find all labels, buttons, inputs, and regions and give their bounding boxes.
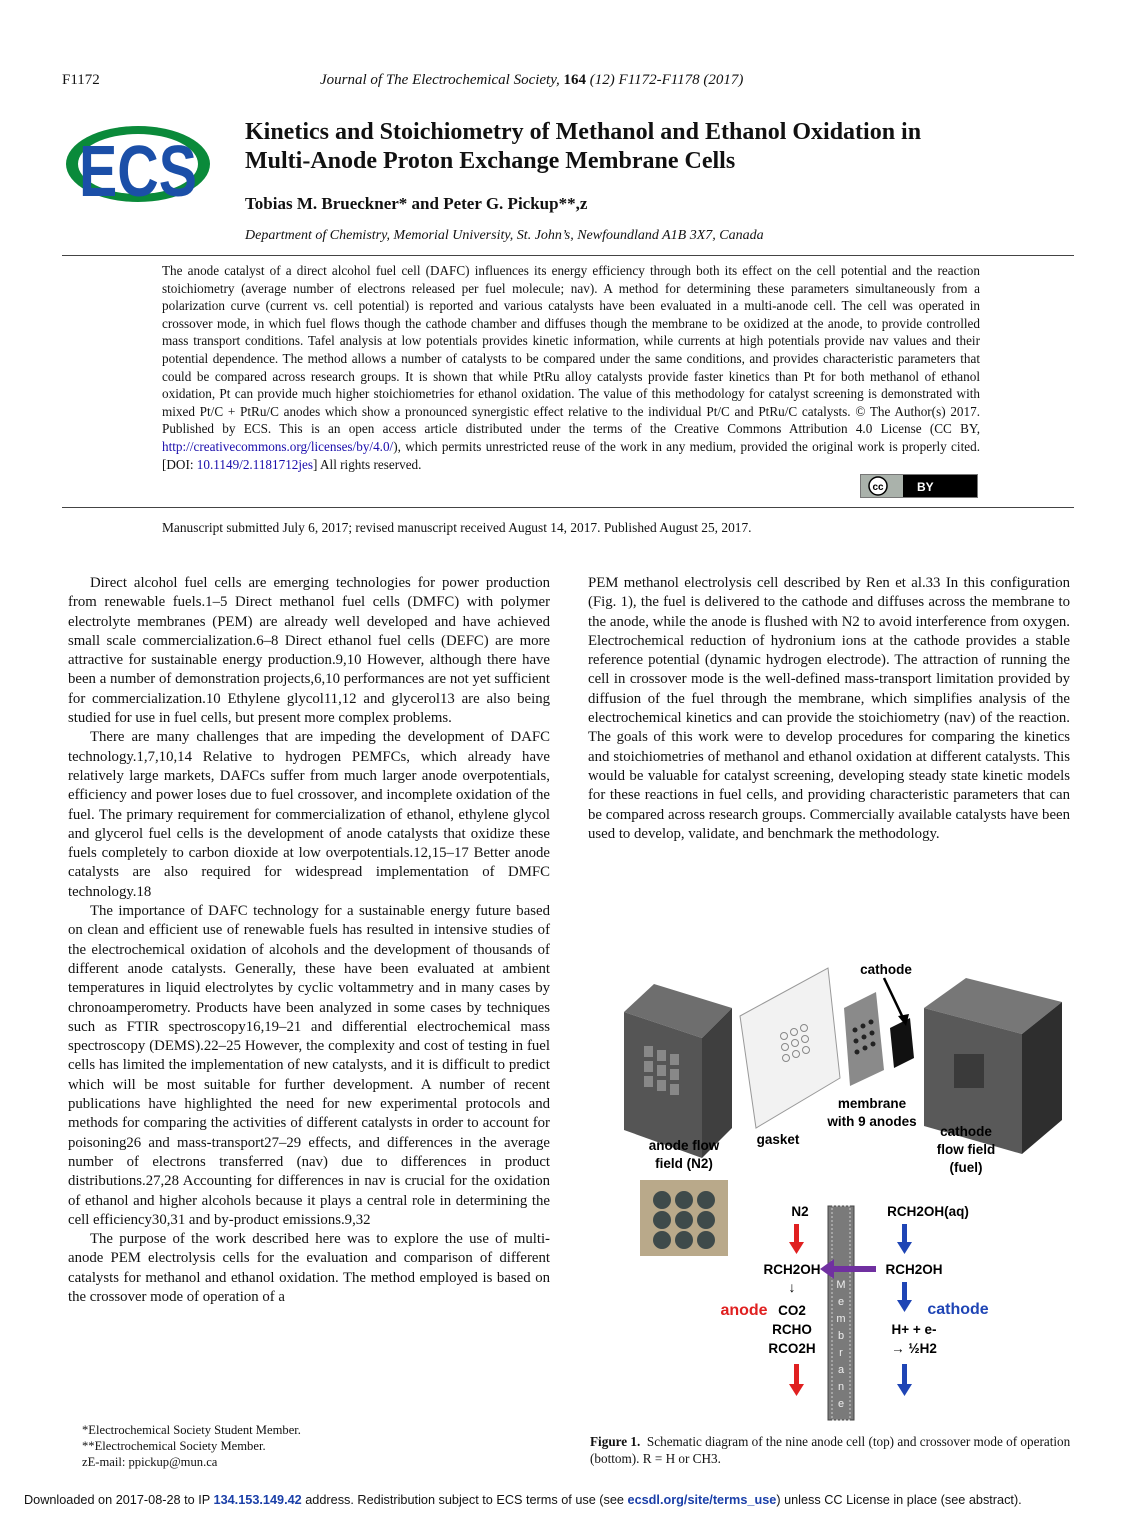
paragraph: The importance of DAFC technology for a sustainable energy future based on clean and efficient use of renewable fuels has resulted in intensive studies of the electrochemical oxidation of alcohols and the development of thousands of different anode catalysts. Generally, these have been evaluated at ambient temperatures in liquid electrolytes by cyclic voltammetry and in many cases by chronoamperometry. Products have been analyzed in some cases by techniques such as FTIR spectroscopy16,19–21 and differential electrochemical mass spectroscopy (DEMS).22–25 However, the complexity and cost of testing in fuel cells has limited the implementation of new catalysts, and it is difficult to predict which will be most suitable for further development. A number of recent publications have highlighted the need for new experimental protocols and methods for comparing the activities of different catalysts in order to account for poisoning26 and mass-transport27–29 effects, and differences in the average number of electrons transferred (nav) due to differences in product distributions.27,28 Accounting for differences in nav is crucial for the oxidation of ethanol and higher alcohols because it plays a central role in determining the cell efficiency30,31 and by-product emissions.9,32 xyxy=(68,903,550,1228)
caption-text: Schematic diagram of the nine anode cell (top) and crossover mode of operation (bottom). R = H or CH3. xyxy=(590,1434,1071,1466)
footnote: zE-mail: ppickup@mun.ca xyxy=(82,1455,218,1469)
label-cathode-ff-3: (fuel) xyxy=(949,1160,983,1175)
abstract-copyright: © The Author(s) 2017. Published by ECS. This is an open access article distributed under the terms of the Creative Commons Attribution 4.0 License (CC BY, xyxy=(162,403,980,437)
label-co2: CO2 xyxy=(778,1303,806,1318)
label-anode-flow: anode flow xyxy=(648,1138,720,1153)
caption-label: Figure 1. xyxy=(590,1434,641,1449)
journal-volume: 164 xyxy=(563,72,587,88)
ecs-logo xyxy=(64,114,212,214)
label-cathode-ff-2: flow field xyxy=(936,1142,996,1157)
page-number: F1172 xyxy=(62,72,100,88)
affiliation: Department of Chemistry, Memorial University, St. John’s, Newfoundland A1B 3X7, Canada xyxy=(245,228,764,243)
svg-text:cc: cc xyxy=(872,482,884,493)
label-h-e: H+ + e- xyxy=(891,1322,937,1337)
label-cathode: cathode xyxy=(860,962,912,977)
figure-1-graphic xyxy=(614,958,1074,1428)
membrane-letter: m xyxy=(836,1313,846,1325)
title-line-1: Kinetics and Stoichiometry of Methanol and Ethanol Oxidation in xyxy=(245,119,922,145)
label-cathode-ff: cathode xyxy=(940,1124,992,1139)
membrane-letter: b xyxy=(837,1330,845,1342)
paragraph: PEM methanol electrolysis cell described by Ren et al.33 In this configuration (Fig. 1), the fuel is delivered to the cathode and diffuses across the membrane to the anode, while the anode is flushed with N2 to avoid interference from oxygen. Electrochemical reduction of hydronium ions at the cathode provides a stable reference potential (dynamic hydrogen electrode). The attraction of running the cell in crossover mode is the well-defined mass-transport limitation provided by diffusion of the fuel through the membrane, which simplifies analysis of the electrochemical kinetics and can provide the stoichiometry (nav) of the reaction. The goals of this work were to develop procedures for comparing the kinetics and stoichiometries of methanol and ethanol oxidation at different catalysts. This would be valuable for catalyst screening, developing steady state kinetic models for these reactions in fuel cells, and providing characteristic parameters that can be compared across research groups. Commercially available catalysts have been used to develop, validate, and benchmark the methodology. xyxy=(588,575,1070,842)
cc-badge-label: BY xyxy=(917,480,934,494)
figure-1 xyxy=(614,958,1074,1428)
footnote: *Electrochemical Society Student Member. xyxy=(82,1423,301,1437)
terms-link[interactable]: ecsdl.org/site/terms_use xyxy=(627,1493,777,1507)
figure-caption xyxy=(590,1433,1072,1467)
membrane-letter: e xyxy=(837,1296,845,1308)
submission-dates: Manuscript submitted July 6, 2017; revised manuscript received August 14, 2017. Published August 25, 2017. xyxy=(162,520,752,535)
left-column xyxy=(68,574,550,1307)
membrane-letter: M xyxy=(836,1279,846,1291)
doi-link[interactable]: 10.1149/2.1181712jes xyxy=(196,456,314,472)
label-membrane: membrane xyxy=(837,1096,907,1111)
label-rch2oh-right: RCH2OH xyxy=(885,1262,943,1277)
abstract-text: The anode catalyst of a direct alcohol fuel cell (DAFC) influences its energy efficiency through both its effect on the cell potential and the reaction stoichiometry (average number of electrons released per fuel molecule; nav). A method for determining these parameters simultaneously from a polarization curve (current vs. cell potential) is reported and various catalysts have been evaluated in a multi-anode cell. The cell was operated in crossover mode, in which fuel flows though the cathode chamber and diffuses though the membrane to be oxidized at the anode, to provide controlled mass transport conditions. Tafel analysis at low potentials provides kinetic information, while currents at high potentials provide nav values and their potential dependence. The method allows a number of catalysts to be compared under the same conditions, and provides characteristic parameters that could be compared across research groups. It is shown that while PtRu alloy catalysts provide faster kinetics than Pt for both methanol of ethanol oxidation, Pt can provide much higher stoichiometries for ethanol oxidation. The value of this methodology for catalyst screening is demonstrated with mixed Pt/C + PtRu/C anodes which show a pronounced synergistic effect relative to the individual Pt/C and PtRu/C catalysts. xyxy=(162,263,980,419)
abstract-copyright-2: ), which permits unrestricted reuse of the work in any medium, provided the original work is properly cited. [DOI: xyxy=(162,438,980,472)
label-anode-flow-2: field (N2) xyxy=(655,1156,713,1171)
authors: Tobias M. Brueckner* and Peter G. Pickup**,z xyxy=(245,194,588,213)
title-line-2: Multi-Anode Proton Exchange Membrane Cells xyxy=(245,148,736,174)
label-n2: N2 xyxy=(791,1204,809,1219)
cc-icon xyxy=(861,475,977,497)
label-cathode-side: cathode xyxy=(927,1301,989,1318)
abstract-copyright-3: ] All rights reserved. xyxy=(313,456,422,472)
ecs-logo-text: ECS xyxy=(79,132,197,212)
label-rcho: RCHO xyxy=(772,1322,812,1337)
right-column xyxy=(588,574,1070,844)
label-rco2h: RCO2H xyxy=(768,1341,816,1356)
membrane-letter: e xyxy=(837,1398,845,1410)
footnotes xyxy=(82,1422,301,1470)
journal-issue: (12) F1172-F1178 (2017) xyxy=(589,72,744,88)
license-link[interactable]: http://creativecommons.org/licenses/by/4.0/ xyxy=(162,438,394,454)
download-post: ) unless CC License in place (see abstract). xyxy=(776,1493,1022,1507)
abstract xyxy=(162,262,980,473)
rule-bottom xyxy=(62,507,1074,508)
arrow-down-glyph: ↓ xyxy=(788,1279,796,1295)
label-rch2oh-aq: RCH2OH(aq) xyxy=(887,1204,969,1219)
download-pre: Downloaded on 2017-08-28 to IP xyxy=(24,1493,214,1507)
label-rch2oh-left: RCH2OH xyxy=(763,1262,821,1277)
membrane-letter: r xyxy=(839,1347,843,1359)
footnote: **Electrochemical Society Member. xyxy=(82,1439,266,1453)
membrane-letter: a xyxy=(837,1364,845,1376)
label-membrane-2: with 9 anodes xyxy=(827,1114,917,1129)
rule-top xyxy=(62,255,1074,256)
paragraph: Direct alcohol fuel cells are emerging technologies for power production from renewable fuels.1–5 Direct methanol fuel cells (DMFC) with polymer electrolyte membranes (PEM) are already well developed and have achieved small scale commercialization.6–8 Direct ethanol fuel cells (DEFC) are more attractive for sustainable energy production.9,10 However, although there have been a number of demonstration projects,6,10 performances are not yet sufficient for commercialization.10 Ethylene glycol11,12 and glycerol13 are also being studied for use in fuel cells, but present more complex problems. xyxy=(68,575,550,727)
label-gasket: gasket xyxy=(756,1132,800,1147)
paragraph: The purpose of the work described here was to explore the use of multi-anode PEM electrolysis cells for the evaluation and comparison of different catalysts for methanol and ethanol oxidation. The method employed is based on the crossover mode of operation of a xyxy=(68,1231,550,1305)
membrane-letter: n xyxy=(837,1381,845,1393)
label-anode: anode xyxy=(720,1302,768,1319)
download-notice xyxy=(24,1493,1022,1507)
paragraph: There are many challenges that are impeding the development of DAFC technology.1,7,10,14 Relative to hydrogen PEMFCs, which already have relatively large markets, DAFCs suffer from much larger anode overpotentials, efficiency and power loses due to fuel crossover, and incomplete oxidation of the fuel. The primary requirement for commercialization of ethanol, ethylene glycol and glycerol fuel cells is the development of anode catalysts that oxidize these fuels completely to carbon dioxide at low overpotentials.12,15–17 Better anode catalysts are also required for widespread implementation of DMFC technology.18 xyxy=(68,729,550,900)
article-title xyxy=(245,118,1065,176)
download-mid: address. Redistribution subject to ECS terms of use (see xyxy=(301,1493,628,1507)
cc-by-badge[interactable] xyxy=(860,474,978,498)
download-ip[interactable]: 134.153.149.42 xyxy=(213,1493,302,1507)
journal-citation xyxy=(320,72,743,89)
journal-name: Journal of The Electrochemical Society, xyxy=(320,72,560,88)
label-half-h2: → ½H2 xyxy=(891,1341,937,1356)
